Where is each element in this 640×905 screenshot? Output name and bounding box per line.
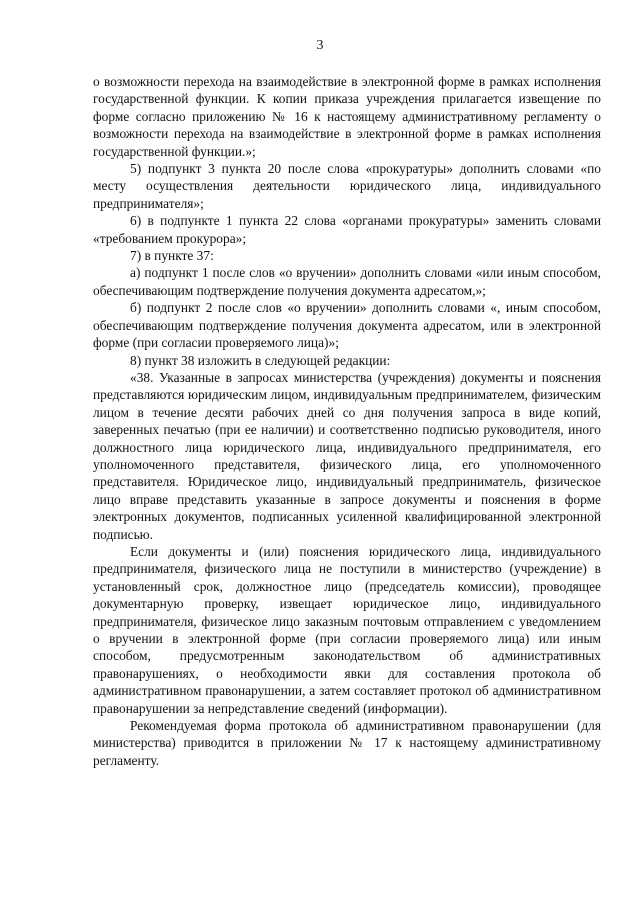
paragraph-clause-38: «38. Указанные в запросах министерства (учреждения) документы и пояснения представляются юридическим лицом, индивидуальным предпринимателем, физическим лицом в течение десяти рабочих дней со дня получения запроса в виде копий, заверенных печатью (при ее наличии) и соответственно подписью руководителя, иного должностного лица юридического лица, индивидуального предпринимателя, его уполномоченного представителя, физического лица, его уполномоченного представителя. Юридическое лицо, индивидуальный предприниматель, физическое лицо вправе представить указанные в запросе документы и пояснения в форме электронных документов, подписанных усиленной квалифицированной электронной подписью. [93, 369, 601, 542]
document-body [93, 73, 601, 769]
paragraph-item-7b: б) подпункт 2 после слов «о вручении» дополнить словами «, иным способом, обеспечивающим подтверждение получения документа адресатом, или в электронной форме (при согласии проверяемого лица)»; [93, 300, 601, 351]
paragraph-clause-38-part-2: Если документы и (или) пояснения юридического лица, индивидуального предпринимателя, физического лица не поступили в министерство (учреждение) в установленный срок, должностное лицо (председатель комиссии), проводящее документарную проверку, извещает юридическое лицо, индивидуального предпринимателя, физическое лицо заказным почтовым отправлением с уведомлением о вручении в электронной форме (при согласии проверяемого лица) или иным способом, предусмотренным законодательством об административных правонарушениях, о необходимости явки для составления протокола об административном правонарушении, а затем составляет протокол об административном правонарушении за непредставление сведений (информации). [93, 543, 601, 716]
paragraph-clause-38-part-3: Рекомендуемая форма протокола об административном правонарушении (для министерства) приводится в приложении № 17 к настоящему административному регламенту. [93, 718, 601, 768]
paragraph-item-7a: а) подпункт 1 после слов «о вручении» дополнить словами «или иным способом, обеспечивающим подтверждение получения документа адресатом,»; [93, 265, 601, 298]
page-number: 3 [316, 38, 324, 53]
paragraph-item-5: 5) подпункт 3 пункта 20 после слова «прокуратуры» дополнить словами «по месту осуществления деятельности юридического лица, индивидуального предпринимателя»; [93, 161, 601, 211]
paragraph-item-6: 6) в подпункте 1 пункта 22 слова «органами прокуратуры» заменить словами «требованием прокурора»; [93, 213, 601, 246]
paragraph-item-8: 8) пункт 38 изложить в следующей редакции: [130, 352, 391, 368]
paragraph-item-7: 7) в пункте 37: [130, 248, 214, 264]
paragraph-continuation: о возможности перехода на взаимодействие в электронной форме в рамках исполнения государственной функции. К копии приказа учреждения прилагается извещение по форме согласно приложению № 16 к настоящему административному регламенту о возможности перехода на взаимодействие в электронной форме в рамках исполнения государственной функции.»; [93, 74, 601, 159]
